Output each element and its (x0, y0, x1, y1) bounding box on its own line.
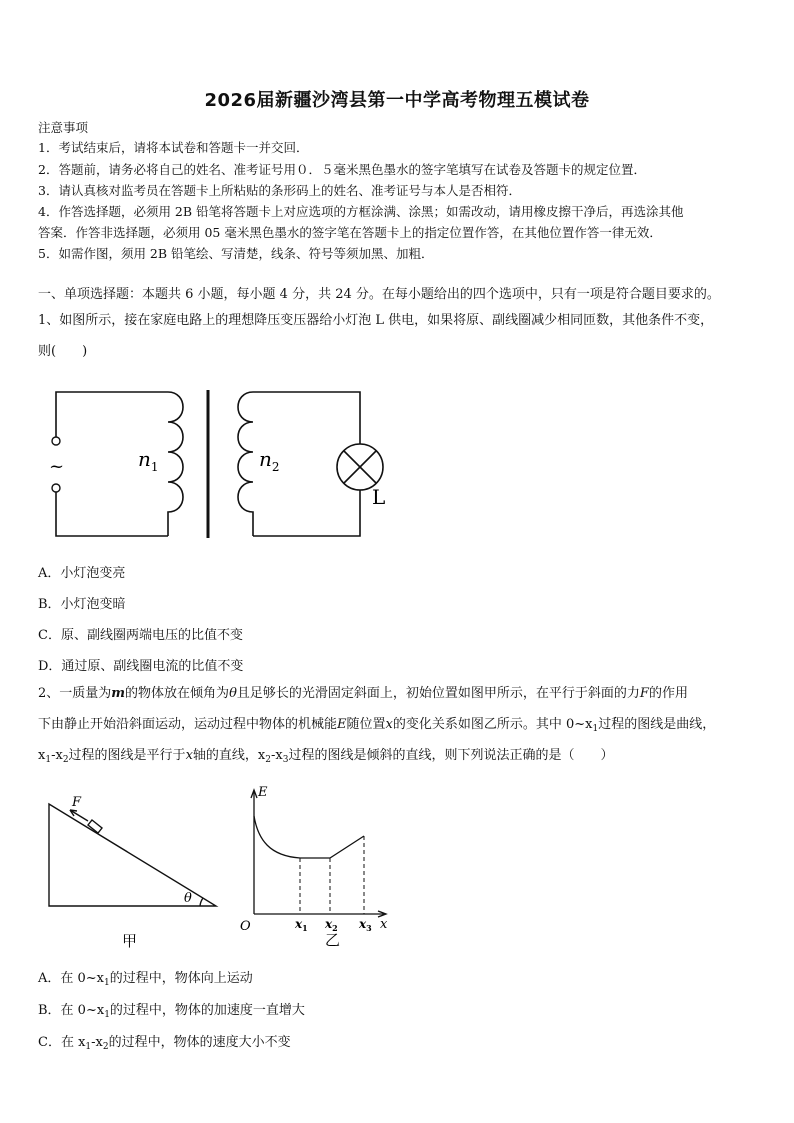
q2-incline-figure (40, 790, 230, 955)
e-axis-label: E (258, 785, 268, 800)
q2-option-b: B．在 $0\sim x_1$的过程中，物体的加速度一直增大 (38, 1003, 305, 1020)
theta-label: θ (184, 891, 192, 906)
q1-option-a: A．小灯泡变亮 (38, 566, 126, 581)
n2-label: $n_2$ (259, 447, 280, 474)
notice-heading: 注意事项 (38, 120, 89, 135)
notice-item-4: 4．作答选择题，必须用 2B 铅笔将答题卡上对应选项的方框涂满、涂黑；如需改动，请用橡皮擦干净后，再选涂其他 (38, 204, 684, 219)
q2-stem-line2: 下由静止开始沿斜面运动，运动过程中物体的机械能E随位置x的变化关系如图乙所示。其中 $0\sim x_1$过程的图线是曲线， (38, 717, 716, 734)
notice-item-2: 2．答题前，请务必将自己的姓名、准考证号用０．５毫米黑色墨水的签字笔填写在试卷及答题卡的规定位置． (38, 162, 646, 177)
fig-jia-caption: 甲 (122, 932, 138, 950)
section-header: 一、单项选择题：本题共 6 小题，每小题 4 分，共 24 分。在每小题给出的四个选项中，只有一项是符合题目要求的。 (38, 287, 720, 302)
force-label: F (72, 795, 82, 810)
q1-option-b: B．小灯泡变暗 (38, 597, 126, 612)
x2-label: $x_2$ (325, 917, 338, 933)
q1-stem-line1: 1、如图所示，接在家庭电路上的理想降压变压器给小灯泡 L 供电，如果将原、副线圈减少相同匝数，其他条件不变， (38, 313, 714, 328)
q1-option-c: C．原、副线圈两端电压的比值不变 (38, 628, 243, 643)
q2-option-c: C．在 $x_1-x_2$的过程中，物体的速度大小不变 (38, 1035, 291, 1052)
q1-option-d: D．通过原、副线圈电流的比值不变 (38, 659, 244, 674)
q2-energy-graph (236, 782, 396, 950)
x1-label: $x_1$ (295, 917, 308, 933)
n1-label: $n_1$ (138, 447, 159, 474)
terminal-bottom (52, 484, 60, 492)
notice-item-5: 5．如需作图，须用 2B 铅笔绘、写清楚，线条、符号等须加黑、加粗． (38, 246, 434, 261)
notice-item-1: 1．考试结束后，请将本试卷和答题卡一并交回． (38, 140, 309, 155)
q2-stem-line3: $x_1-x_2$过程的图线是平行于x轴的直线，$x_2-x_3$过程的图线是倾斜的直线，则下列说法正确的是（ ） (38, 748, 614, 765)
notice-item-3: 3．请认真核对监考员在答题卡上所粘贴的条形码上的姓名、准考证号与本人是否相符． (38, 183, 521, 198)
terminal-top (52, 437, 60, 445)
lamp-label: L (372, 485, 386, 509)
q1-stem-line2: 则( ) (38, 344, 88, 359)
q1-transformer-figure (38, 380, 398, 560)
q2-stem-line1: 2、一质量为m的物体放在倾角为θ且足够长的光滑固定斜面上，初始位置如图甲所示，在平行于斜面的力F的作用 (38, 686, 688, 701)
ac-source-symbol: ~ (49, 456, 65, 477)
fig-yi-caption: 乙 (325, 931, 341, 949)
q2-option-a: A．在 $0\sim x_1$的过程中，物体向上运动 (38, 971, 253, 988)
origin-label: O (240, 919, 251, 934)
x3-label: $x_3$ (359, 917, 372, 933)
x-axis-label: x (380, 917, 388, 932)
page-title: 2026届新疆沙湾县第一中学高考物理五模试卷 (204, 90, 590, 111)
notice-item-4-cont: 答案．作答非选择题，必须用 05 毫米黑色墨水的签字笔在答题卡上的指定位置作答，在其他位置作答一律无效． (38, 225, 662, 240)
